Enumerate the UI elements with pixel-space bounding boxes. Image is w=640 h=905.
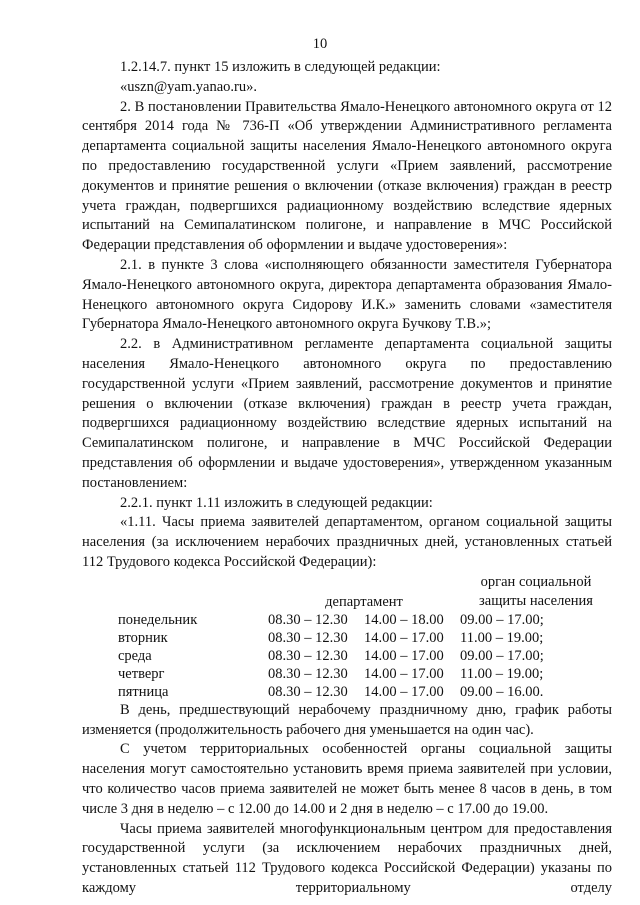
time-cell-organ: 09.00 – 17.00; [460, 647, 544, 664]
paragraph-clause-2-1: 2.1. в пункте 3 слова «исполняющего обязанности заместителя Губернатора Ямало-Ненецкого автономного округа, директора департамента образования Ямало-Ненецкого автономного округа Сидорову И.К.» заменить словами «заместителя Губернатора Ямало-Ненецкого автономного округа Бучкову Т.В.»; [82, 256, 612, 333]
time-cell-organ: 09.00 – 17.00; [460, 611, 544, 628]
day-cell: понедельник [118, 611, 198, 628]
day-cell: четверг [118, 665, 165, 682]
table-row [82, 611, 612, 629]
time-cell-morning: 08.30 – 12.30 [268, 629, 348, 646]
header-organ-line2: защиты населения [479, 592, 593, 609]
time-cell-afternoon: 14.00 – 17.00 [364, 683, 444, 700]
time-cell-afternoon: 14.00 – 18.00 [364, 611, 444, 628]
schedule-header-row [82, 573, 612, 611]
paragraph-clause-2-2-1: 2.2.1. пункт 1.11 изложить в следующей редакции: [120, 494, 433, 511]
time-cell-afternoon: 14.00 – 17.00 [364, 629, 444, 646]
paragraph-territorial-note: С учетом территориальных особенностей органы социальной защиты населения могут самостоятельно установить время приема заявителей при условии, что количество часов приема заявителей не может быть менее 8 часов в день, в том числе 3 дня в неделю – с 12.00 до 14.00 и 2 дня в неделю – с 17.00 до 19.00. [82, 741, 612, 817]
time-cell-morning: 08.30 – 12.30 [268, 665, 348, 682]
day-cell: вторник [118, 629, 168, 646]
day-cell: пятница [118, 683, 169, 700]
paragraph-holiday-note: В день, предшествующий нерабочему праздничному дню, график работы изменяется (продолжительность рабочего дня уменьшается на один час). [82, 701, 612, 738]
header-organ-line1: орган социальной [480, 573, 592, 590]
paragraph-clause-1-11: «1.11. Часы приема заявителей департаментом, органом социальной защиты населения (за исключением нерабочих праздничных дней, установленных статьей 112 Трудового кодекса Российской Федерации): [82, 514, 612, 570]
time-cell-organ: 11.00 – 19.00; [460, 629, 544, 646]
table-row [82, 647, 612, 665]
header-department: департамент [325, 593, 403, 610]
time-cell-morning: 08.30 – 12.30 [268, 647, 348, 664]
time-cell-organ: 09.00 – 16.00. [460, 683, 544, 700]
time-cell-morning: 08.30 – 12.30 [268, 683, 348, 700]
time-cell-morning: 08.30 – 12.30 [268, 611, 348, 628]
table-row [82, 665, 612, 683]
day-cell: среда [118, 647, 152, 664]
document-body [82, 58, 612, 899]
paragraph-email: «uszn@yam.yanao.ru». [120, 78, 257, 95]
time-cell-afternoon: 14.00 – 17.00 [364, 647, 444, 664]
paragraph-mfc-hours: Часы приема заявителей многофункциональным центром для предоставления государственной услуги (за исключением нерабочих праздничных дней, установленных статьей 112 Трудового кодекса Российской Федерации) указаны по каждому территориальному отделу [82, 820, 612, 896]
header-organ [460, 573, 612, 611]
time-cell-organ: 11.00 – 19.00; [460, 665, 544, 682]
paragraph-clause-2: 2. В постановлении Правительства Ямало-Ненецкого автономного округа от 12 сентября 2014 года № 736-П «Об утверждении Административного регламента департамента социальной защиты населения Ямало-Ненецкого автономного округа по предоставлению государственной услуги «Прием заявлений, рассмотрение документов и принятие решения о включении (отказе включения) граждан в реестр учета граждан, подвергшихся радиационному воздействию вследствие ядерных испытаний на Семипалатинском полигоне, и направление в МЧС Российской Федерации представления об оформлении и выдаче удостоверения»: [82, 98, 612, 254]
page-number: 10 [312, 36, 328, 52]
schedule-table [82, 573, 612, 701]
table-row [82, 629, 612, 647]
paragraph-clause-2-2: 2.2. в Административном регламенте департамента социальной защиты населения Ямало-Ненецкого автономного округа по предоставлению государственной услуги «Прием заявлений, рассмотрение документов и принятие решения о включении (отказе включения) граждан в реестр учета граждан, подвергшихся радиационному воздействию вследствие ядерных испытаний на Семипалатинском полигоне, и направление в МЧС Российской Федерации представления об оформлении и выдаче удостоверения», утвержденном указанным постановлением: [82, 336, 612, 491]
paragraph-clause-1-2-14-7: 1.2.14.7. пункт 15 изложить в следующей редакции: [120, 59, 441, 75]
time-cell-afternoon: 14.00 – 17.00 [364, 665, 444, 682]
table-row [82, 683, 612, 701]
